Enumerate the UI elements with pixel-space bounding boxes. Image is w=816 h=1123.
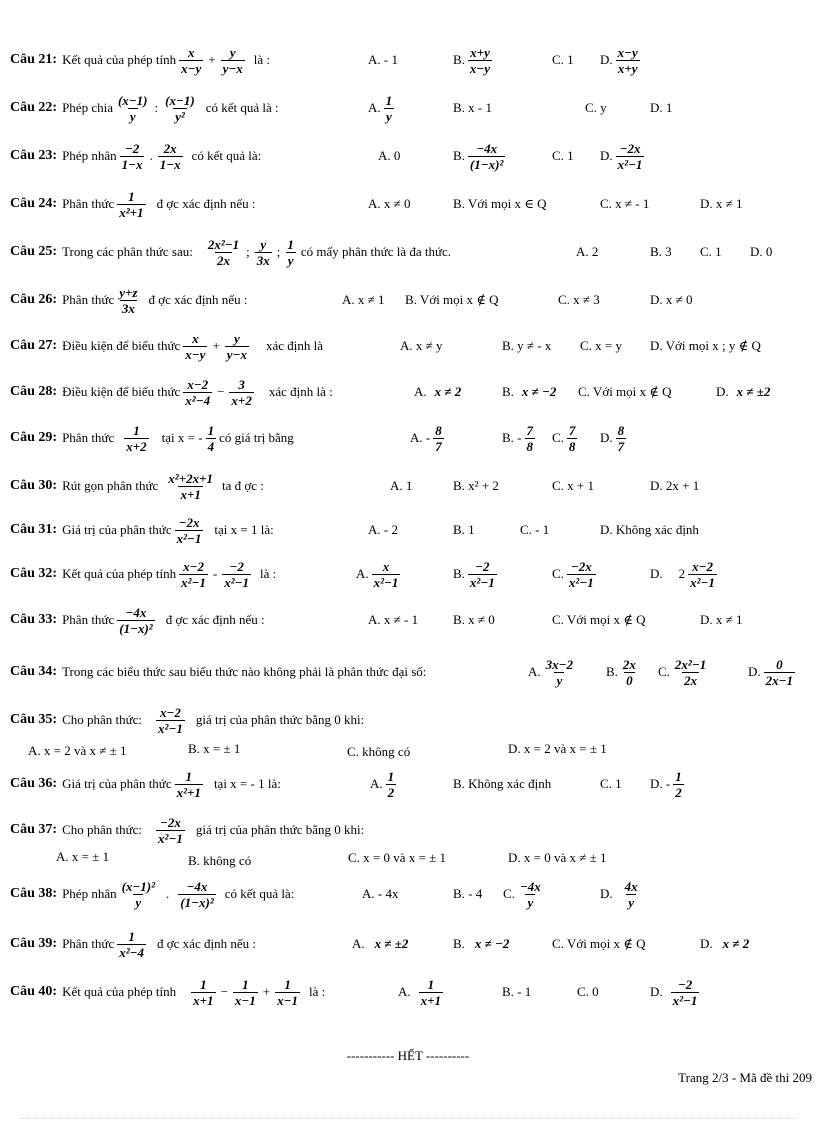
option-c: C. $\frac{-4x}{y}$ [503, 878, 541, 910]
option-b: B. 3 [650, 244, 672, 259]
question-text: Cho phân thức: [62, 822, 143, 837]
option-d: D. Với mọi x ; y ∉ Q [650, 338, 761, 353]
option-c: C. x ≠ - 1 [600, 196, 650, 211]
option-a: A. x ≠ - 1 [368, 612, 419, 627]
option-c: C. 1 [552, 148, 574, 163]
question-27 [10, 326, 810, 366]
option-a: A. 1 [390, 478, 413, 493]
option-a: A. $\frac{3x-2}{y}$ [528, 656, 574, 688]
fraction: $\frac{y}{y-x}$ [222, 44, 243, 76]
question-text: Kết quả của phép tính [62, 52, 177, 67]
question-39 [10, 924, 810, 964]
option-d: D. x ≠ ±2 [716, 384, 771, 399]
option-c: C. không có [347, 744, 411, 759]
option-d: D. $\frac{4x}{y}$ [600, 878, 638, 910]
question-tail: là : [253, 52, 271, 67]
question-tail: có kết quả là: [224, 886, 295, 901]
option-d: D. $\frac{-2x}{\text{x²−1}}$ [600, 140, 643, 172]
option-b: B. - 1 [502, 984, 532, 999]
operator: . [149, 148, 153, 163]
fraction: $\frac{(x-1)}{\text{y²}}$ [165, 92, 195, 124]
question-tail: là : [260, 566, 277, 581]
question-text: Giá trị của phân thức [62, 522, 172, 537]
fraction: $\frac{1}{x-1}$ [234, 976, 256, 1008]
question-22 [10, 88, 810, 128]
question-label: Câu 27: [10, 338, 58, 353]
question-text: Phép chia [62, 100, 113, 115]
option-a: A. - 4x [362, 886, 399, 901]
question-label: Câu 40: [10, 984, 58, 999]
question-tail: giá trị của phân thức bằng 0 khi: [195, 822, 365, 837]
question-38 [10, 874, 810, 914]
fraction: $\frac{3}{x+2}$ [231, 376, 252, 408]
question-label: Câu 29: [10, 430, 58, 445]
question-tail: là : [309, 984, 326, 999]
option-b: B. Với mọi x ∈ Q [453, 196, 547, 211]
question-35 [10, 700, 810, 740]
option-a: A. - 1 [368, 52, 398, 67]
question-34 [10, 652, 810, 692]
option-d: D. x = 2 và x = ± 1 [508, 741, 607, 756]
fraction: $\frac{-2}{\text{x²−1}}$ [224, 558, 250, 590]
option-b: B. không có [188, 853, 252, 868]
question-label: Câu 28: [10, 384, 58, 399]
question-label: Câu 38: [10, 886, 58, 901]
question-label: Câu 23: [10, 148, 58, 163]
fraction: $\frac{1}{4}$ [207, 422, 215, 454]
option-d: D. 2 $\frac{x-2}{\text{x²−1}}$ [650, 558, 715, 590]
option-b: B. Với mọi x ∉ Q [405, 292, 499, 307]
option-d: D. x ≠ 1 [700, 196, 743, 211]
option-a: A. x ≠ y [400, 338, 443, 353]
operator: + [208, 52, 216, 67]
option-b: B. x = ± 1 [188, 741, 241, 756]
option-a: A. x ≠ 2 [414, 384, 462, 399]
question-text: Cho phân thức: [62, 712, 143, 727]
option-d: D. 0 [750, 244, 773, 259]
option-b: B. y ≠ - x [502, 338, 552, 353]
option-c: C. y [585, 100, 607, 115]
option-a: A. - 2 [368, 522, 398, 537]
fraction: $\frac{-4x}{\text{(1−x)²}}$ [180, 878, 214, 910]
question-36 [10, 764, 810, 804]
option-a: A. x = ± 1 [56, 849, 110, 864]
question-23 [10, 136, 810, 176]
operator: − [220, 984, 228, 999]
question-text: Rút gọn phân thức [62, 478, 159, 493]
separator: ; [276, 244, 281, 259]
option-d: D. 1 [650, 100, 673, 115]
question-label: Câu 21: [10, 52, 58, 67]
question-text: Phân thức [62, 292, 115, 307]
option-c: C. 1 [600, 776, 622, 791]
option-d: D. Không xác định [600, 522, 699, 537]
question-tail: xác định là [265, 338, 323, 353]
question-label: Câu 22: [10, 100, 58, 115]
fraction: $\frac{-2x}{\text{x²−1}}$ [176, 514, 202, 546]
option-a: A. x = 2 và x ≠ ± 1 [28, 743, 127, 758]
fraction: $\frac{1}{\text{x²+1}}$ [176, 768, 201, 800]
question-label: Câu 33: [10, 612, 58, 627]
question-24 [10, 184, 810, 224]
option-b: B. $\frac{2x}{0}$ [606, 656, 636, 688]
fraction: $\frac{1}{x+2}$ [126, 422, 147, 454]
fraction: $\frac{1}{x+1}$ [193, 976, 214, 1008]
option-b: B. x ≠ 0 [453, 612, 495, 627]
option-d: D. x ≠ 0 [650, 292, 693, 307]
fraction: $\frac{1}{\text{x²+1}}$ [119, 188, 144, 220]
question-label: Câu 36: [10, 776, 58, 791]
option-c: C. x = 0 và x = ± 1 [348, 850, 446, 865]
option-a: A. $\frac{1}{x+1}$ [398, 976, 442, 1008]
question-tail: đ ợc xác định nếu : [148, 292, 248, 307]
fraction: $\frac{2x}{1-x}$ [159, 140, 181, 172]
question-tail: xác định là : [268, 384, 333, 399]
fraction: $\frac{y+z}{3x}$ [119, 284, 138, 316]
option-b: B. $\frac{-4x}{\text{(1−x)²}}$ [453, 140, 504, 172]
question-text: Điều kiện để biểu thức [62, 338, 181, 353]
fraction: $\frac{-2x}{\text{x²−1}}$ [158, 814, 183, 846]
option-c: C. x ≠ 3 [558, 292, 600, 307]
option-d: D. 2x + 1 [650, 478, 700, 493]
option-c: C. $\frac{7}{8}$ [552, 422, 576, 454]
option-c: C. Với mọi x ∉ Q [552, 612, 646, 627]
question-25 [10, 232, 810, 272]
question-text: Kết quả của phép tính [62, 566, 177, 581]
fraction: $\frac{1}{x-1}$ [277, 976, 299, 1008]
option-b: B. x ≠ −2 [502, 384, 557, 399]
question-label: Câu 39: [10, 936, 58, 951]
question-label: Câu 34: [10, 664, 58, 679]
option-a: A. x ≠ 0 [368, 196, 411, 211]
option-b: B. x - 1 [453, 100, 492, 115]
option-c: C. x + 1 [552, 478, 595, 493]
question-text: Phép nhân [62, 148, 117, 163]
option-c: C. Với mọi x ∉ Q [578, 384, 672, 399]
question-tail: ta đ ợc : [222, 478, 264, 493]
question-tail: có mấy phân thức là đa thức. [300, 244, 452, 259]
page-footer: Trang 2/3 - Mã đề thi 209 [678, 1070, 812, 1085]
option-b: B. x ≠ −2 [453, 936, 510, 951]
question-label: Câu 30: [10, 478, 58, 493]
option-a: A. $\frac{1}{y}$ [368, 92, 393, 124]
fraction: $\frac{\text{x²+2x+1}}{x+1}$ [168, 470, 214, 502]
question-tail: có kết quả là: [191, 148, 262, 163]
operator: − [217, 384, 225, 399]
question-label: Câu 25: [10, 244, 58, 259]
operator: : [154, 100, 159, 115]
fraction: $\frac{\text{(x−1)²}}{y}$ [121, 878, 156, 910]
question-32 [10, 554, 810, 594]
operator: - [212, 566, 218, 581]
fraction: $\frac{x}{x-y}$ [185, 330, 206, 362]
question-28 [10, 372, 810, 412]
separator: ; [246, 244, 250, 259]
question-tail: đ ợc xác định nếu : [156, 196, 256, 211]
option-c: C. $\frac{\text{2x²−1}}{2x}$ [658, 656, 707, 688]
option-b: B. $\frac{-2}{\text{x²−1}}$ [453, 558, 495, 590]
option-d: D. $\frac{x-y}{x+y}$ [600, 44, 638, 76]
question-31 [10, 510, 810, 550]
option-d: D. - $\frac{1}{2}$ [650, 768, 682, 800]
fraction: $\frac{x-2}{\text{x²−4}}$ [185, 376, 211, 408]
fraction: $\frac{(x-1)}{y}$ [117, 92, 148, 124]
option-a: A. 2 [576, 244, 599, 259]
question-tail: có giá trị bằng [219, 430, 294, 445]
option-b: B. x² + 2 [453, 478, 499, 493]
question-text: Phân thức [62, 612, 115, 627]
fraction: $\frac{1}{y}$ [287, 236, 294, 268]
option-a: A. - $\frac{8}{7}$ [410, 422, 442, 454]
question-text: Phân thức [62, 196, 115, 211]
option-a: A. 0 [378, 148, 401, 163]
option-d: D. x ≠ 1 [700, 612, 743, 627]
operator: + [212, 338, 220, 353]
fraction: $\frac{x}{x-y}$ [181, 44, 202, 76]
question-33 [10, 600, 810, 640]
question-tail: tại x = 1 là: [214, 522, 274, 537]
question-text: Trong các phân thức sau: [62, 244, 193, 259]
fraction: $\frac{x-2}{\text{x²−1}}$ [158, 704, 183, 736]
option-d: D. $\frac{0}{2x-1}$ [748, 656, 794, 688]
question-37 [10, 810, 810, 850]
option-b: B. Không xác định [453, 776, 552, 791]
fraction: $\frac{y}{3x}$ [256, 236, 270, 268]
bottom-divider [20, 1118, 796, 1119]
option-b: B. 1 [453, 522, 475, 537]
option-c: C. 1 [552, 52, 574, 67]
option-a: A. $\frac{x}{\text{x²−1}}$ [356, 558, 399, 590]
end-marker: ----------- HẾT ---------- [346, 1048, 470, 1063]
question-label: Câu 37: [10, 822, 58, 837]
option-c: C. x = y [580, 338, 623, 353]
question-tail: có kết quả là : [205, 100, 279, 115]
question-text: Phép nhân [62, 886, 117, 901]
option-d: D. x ≠ 2 [700, 936, 750, 951]
question-label: Câu 24: [10, 196, 58, 211]
option-c: C. - 1 [520, 522, 550, 537]
option-d: D. $\frac{-2}{\text{x²−1}}$ [650, 976, 698, 1008]
fraction: $\frac{x-2}{\text{x²−1}}$ [181, 558, 206, 590]
fraction: $\frac{1}{\text{x²−4}}$ [119, 928, 145, 960]
operator: + [262, 984, 271, 999]
option-a: A. $\frac{1}{2}$ [370, 768, 395, 800]
operator: . [166, 886, 170, 901]
question-text: Trong các biểu thức sau biểu thức nào không phải là phân thức đại số: [62, 664, 427, 679]
question-tail: giá trị của phân thức bằng 0 khi: [195, 712, 365, 727]
option-b: B. - 4 [453, 886, 483, 901]
question-29 [10, 418, 810, 458]
option-a: A. x ≠ 1 [342, 292, 385, 307]
question-label: Câu 32: [10, 566, 58, 581]
question-text: Phân thức [62, 936, 115, 951]
question-tail: tại x = - 1 là: [213, 776, 281, 791]
question-tail: đ ợc xác định nếu : [165, 612, 265, 627]
question-mid: tại x = - [161, 430, 203, 445]
question-text: Giá trị của phân thức [62, 776, 172, 791]
option-c: C. $\frac{-2x}{\text{x²−1}}$ [552, 558, 594, 590]
option-b: B. - $\frac{7}{8}$ [502, 422, 533, 454]
question-text: Điều kiện để biểu thức [62, 384, 181, 399]
question-40 [10, 972, 810, 1012]
option-b: B. $\frac{x+y}{x-y}$ [453, 44, 491, 76]
question-label: Câu 35: [10, 712, 58, 727]
fraction: $\frac{-4x}{\text{(1−x)²}}$ [119, 604, 153, 636]
question-21 [10, 40, 810, 80]
fraction: $\frac{\text{2x²−1}}{2x}$ [207, 236, 240, 268]
question-text: Kết quả của phép tính [62, 984, 177, 999]
option-d: D. $\frac{8}{7}$ [600, 422, 625, 454]
option-c: C. 0 [577, 984, 599, 999]
option-a: A. x ≠ ±2 [352, 936, 409, 951]
question-30 [10, 466, 810, 506]
question-tail: đ ợc xác định nếu : [157, 936, 256, 951]
fraction: $\frac{-2}{1-x}$ [121, 140, 143, 172]
option-c: C. 1 [700, 244, 722, 259]
option-c: C. Với mọi x ∉ Q [552, 936, 646, 951]
question-26 [10, 280, 810, 320]
option-d: D. x = 0 và x ≠ ± 1 [508, 850, 607, 865]
question-label: Câu 26: [10, 292, 58, 307]
fraction: $\frac{y}{y-x}$ [226, 330, 247, 362]
question-label: Câu 31: [10, 522, 58, 537]
question-text: Phân thức [62, 430, 115, 445]
